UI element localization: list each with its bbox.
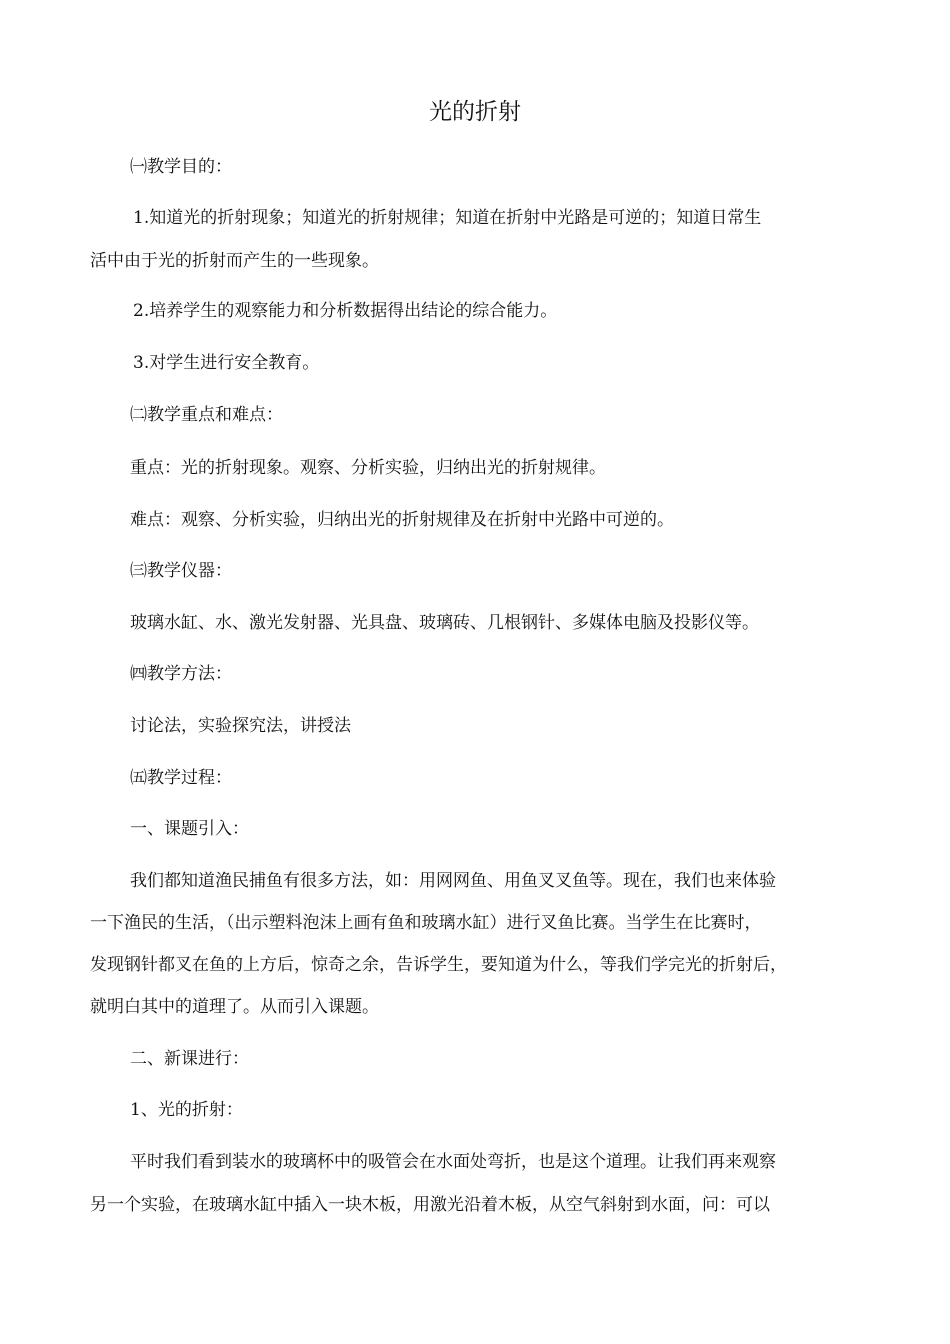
key-point: 重点：光的折射现象。观察、分析实验，归纳出光的折射规律。: [130, 458, 606, 478]
section-heading-objectives: ㈠教学目的：: [130, 157, 232, 177]
difficult-point: 难点：观察、分析实验，归纳出光的折射规律及在折射中光路中可逆的。: [130, 510, 674, 530]
objective-1-line-2: 活中由于光的折射而产生的一些现象。: [90, 251, 379, 271]
section-heading-methods: ㈣教学方法：: [130, 664, 232, 684]
section-heading-key-points: ㈡教学重点和难点：: [130, 405, 283, 425]
page-title: 光的折射: [429, 99, 521, 125]
objective-3: 3.对学生进行安全教育。: [133, 353, 320, 373]
objective-2: 2.培养学生的观察能力和分析数据得出结论的综合能力。: [133, 301, 558, 321]
section-heading-equipment: ㈢教学仪器：: [130, 561, 232, 581]
subheading-new-lesson: 二、新课进行：: [130, 1049, 249, 1069]
equipment-list: 玻璃水缸、水、激光发射器、光具盘、玻璃砖、几根钢针、多媒体电脑及投影仪等。: [130, 613, 759, 633]
section-heading-process: ㈤教学过程：: [130, 768, 232, 788]
refraction-paragraph-line-2: 另一个实验，在玻璃水缸中插入一块木板，用激光沿着木板，从空气斜射到水面，问：可以: [90, 1195, 770, 1215]
objective-1-line-1: 1.知道光的折射现象；知道光的折射规律；知道在折射中光路是可逆的；知道日常生: [133, 208, 762, 228]
subheading-refraction: 1、光的折射：: [130, 1100, 243, 1120]
intro-paragraph-line-2: 一下渔民的生活，（出示塑料泡沫上画有鱼和玻璃水缸）进行叉鱼比赛。当学生在比赛时，: [90, 913, 762, 933]
refraction-paragraph-line-1: 平时我们看到装水的玻璃杯中的吸管会在水面处弯折，也是这个道理。让我们再来观察: [130, 1152, 776, 1172]
intro-paragraph-line-4: 就明白其中的道理了。从而引入课题。: [90, 997, 379, 1017]
teaching-methods: 讨论法，实验探究法，讲授法: [130, 716, 351, 736]
intro-paragraph-line-3: 发现钢针都叉在鱼的上方后，惊奇之余，告诉学生，要知道为什么，等我们学完光的折射后，: [90, 955, 787, 975]
intro-paragraph-line-1: 我们都知道渔民捕鱼有很多方法，如：用网网鱼、用鱼叉叉鱼等。现在，我们也来体验: [130, 871, 776, 891]
subheading-introduction: 一、课题引入：: [130, 819, 249, 839]
